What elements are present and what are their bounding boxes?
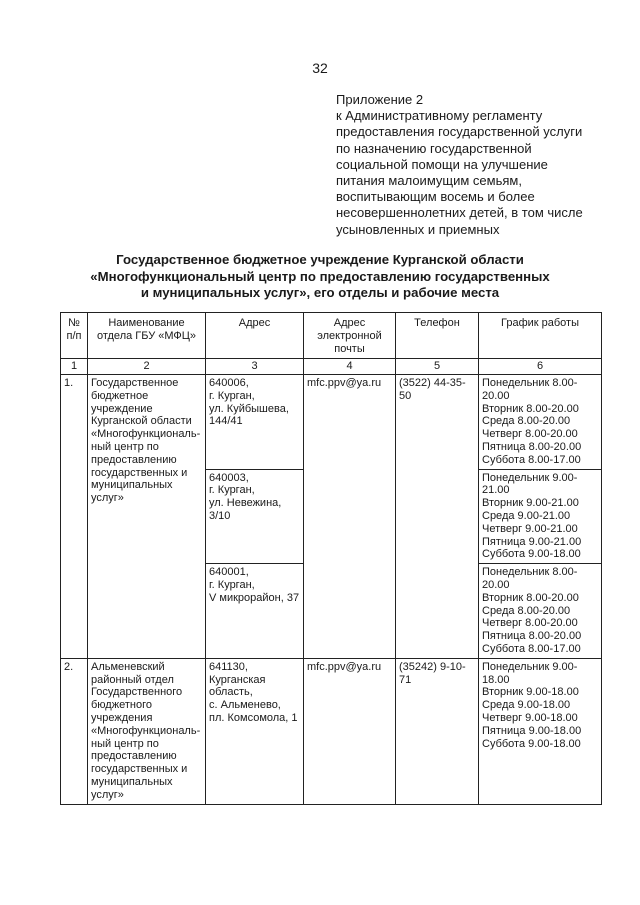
column-number: 6: [479, 359, 602, 375]
column-number: 2: [88, 359, 206, 375]
page-number: 32: [312, 60, 328, 76]
office-phone: (35242) 9-10- 71: [396, 658, 479, 804]
header-phone: Телефон: [396, 313, 479, 359]
column-number: 4: [304, 359, 396, 375]
office-address: 640001, г. Курган, V микрорайон, 37: [206, 564, 304, 659]
title-line: и муниципальных услуг», его отделы и рабочие места: [140, 285, 500, 300]
appendix-line: по назначению государственной: [336, 140, 532, 156]
title-line: Государственное бюджетное учреждение Курганской области: [116, 252, 524, 267]
document-title: [60, 252, 580, 302]
column-number-row: [61, 359, 602, 375]
header-address: Адрес: [206, 313, 304, 359]
appendix-line: несовершеннолетних детей, в том числе: [336, 205, 583, 221]
appendix-line: к Административному регламенту: [336, 108, 543, 124]
appendix-line: предоставления государственной услуги: [336, 124, 583, 140]
row-number: 1.: [61, 375, 88, 659]
title-line: «Многофункциональный центр по предоставлению государственных: [90, 268, 550, 284]
table-row: [61, 375, 602, 470]
appendix-line: социальной помощи на улучшение: [336, 156, 548, 172]
office-email: mfc.ppv@ya.ru: [304, 375, 396, 659]
header-schedule: График работы: [479, 313, 602, 359]
row-number: 2.: [61, 658, 88, 804]
appendix-note: [336, 92, 626, 238]
appendix-line: Приложение 2: [336, 92, 424, 107]
office-schedule: Понедельник 9.00- 21.00 Вторник 9.00-21.00 Среда 9.00-21.00 Четверг 9.00-21.00 Пятница 9.00-21.00 Суббота 9.00-18.00: [479, 469, 602, 564]
office-email: mfc.ppv@ya.ru: [304, 658, 396, 804]
office-name: Альменевский районный отдел Государственного бюджетного учреждения «Многофункциональ- ный центр по предоставлению государственных и муниципальных услуг»: [88, 658, 206, 804]
office-address: 640003, г. Курган, ул. Невежина, 3/10: [206, 469, 304, 564]
office-address: 640006, г. Курган, ул. Куйбышева, 144/41: [206, 375, 304, 470]
appendix-line: воспитывающим восемь и более: [336, 189, 535, 205]
office-schedule: Понедельник 8.00- 20.00 Вторник 8.00-20.00 Среда 8.00-20.00 Четверг 8.00-20.00 Пятница 8.00-20.00 Суббота 8.00-17.00: [479, 564, 602, 659]
column-number: 3: [206, 359, 304, 375]
column-number: 1: [61, 359, 88, 375]
office-schedule: Понедельник 8.00- 20.00 Вторник 8.00-20.00 Среда 8.00-20.00 Четверг 8.00-20.00 Пятница 8.00-20.00 Суббота 8.00-17.00: [479, 375, 602, 470]
appendix-line: питания малоимущим семьям,: [336, 173, 522, 189]
header-email: Адрес электронной почты: [304, 313, 396, 359]
column-number: 5: [396, 359, 479, 375]
header-number: № п/п: [61, 313, 88, 359]
table-header-row: [61, 313, 602, 359]
appendix-line: усыновленных и приемных: [336, 221, 500, 237]
office-schedule: Понедельник 9.00- 18.00 Вторник 9.00-18.00 Среда 9.00-18.00 Четверг 9.00-18.00 Пятница 9.00-18.00 Суббота 9.00-18.00: [479, 658, 602, 804]
offices-table: [60, 312, 602, 805]
table-row: [61, 658, 602, 804]
header-name: Наименование отдела ГБУ «МФЦ»: [88, 313, 206, 359]
office-phone: (3522) 44-35- 50: [396, 375, 479, 659]
office-address: 641130, Курганская область, с. Альменево, пл. Комсомола, 1: [206, 658, 304, 804]
office-name: Государственное бюджетное учреждение Курганской области «Многофункциональ- ный центр по предоставлению государственных и муниципальных услуг»: [88, 375, 206, 659]
